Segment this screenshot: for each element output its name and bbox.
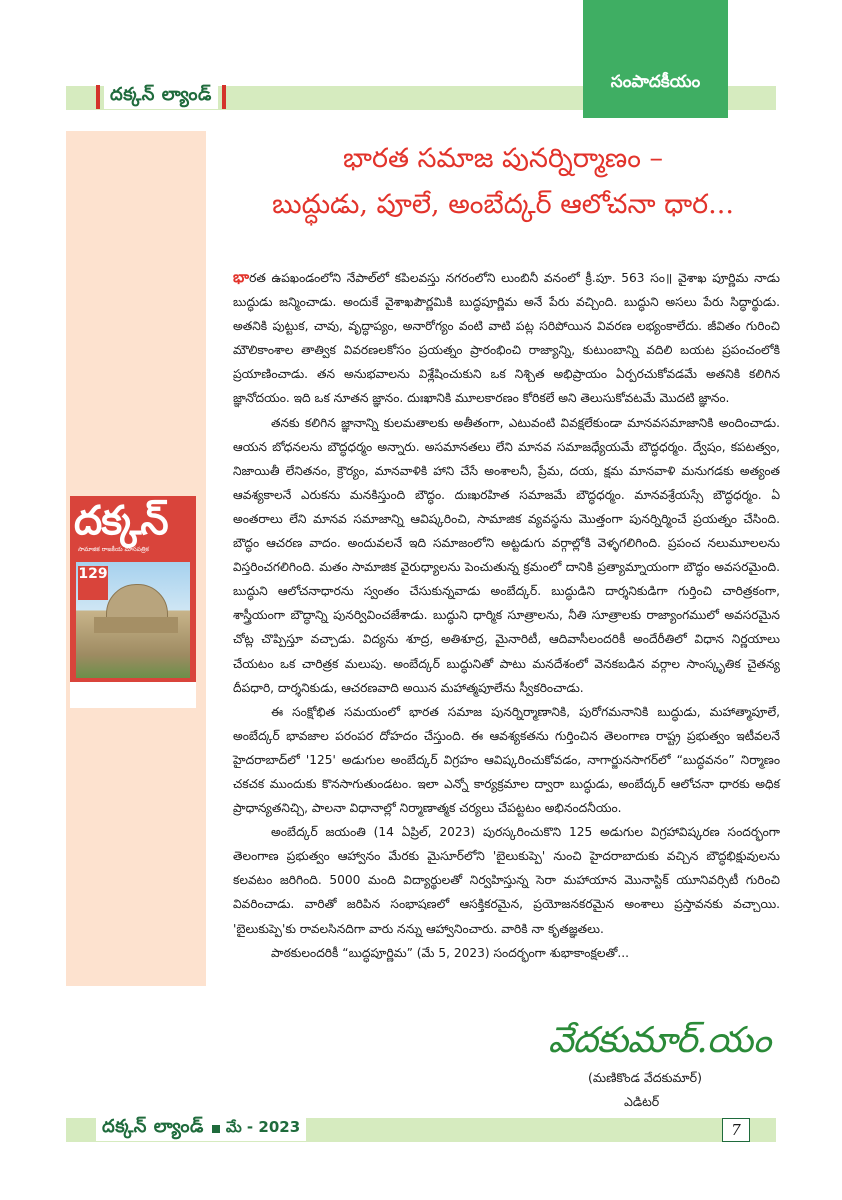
cover-badge-number: 129	[78, 566, 108, 582]
section-tab	[583, 0, 728, 118]
cover-badge	[78, 566, 108, 600]
brand-name: దక్కన్ ల్యాండ్	[104, 84, 218, 109]
paragraph: అంబేద్కర్ జయంతి (14 ఏప్రిల్, 2023) పురస్కరించుకొని 125 అడుగుల విగ్రహావిష్కరణ సందర్భంగా తెలంగాణ ప్రభుత్వం ఆహ్వానం మేరకు మైసూర్‌లోని 'బైలుకుప్పె' నుంచి హైదరాబాదుకు వచ్చిన బౌద్ధభిక్షువులను కలవటం జరిగింది. 5000 మంది విద్యార్థులతో నిర్వహిస్తున్న సెరా మహాయాన మొనాస్టిక్ యూనివర్సిటీ గురించి వివరించాడు. వారితో జరిపిన సంభాషణలో ఆసక్తికరమైన, ప్రయోజనకరమైన అంశాలు ప్రస్తావనకు వచ్చాయి. 'బైలుకుప్పె'కు రావలసినదిగా వారు నన్ను ఆహ్వానించారు. వారికి నా కృతజ్ఞతలు.	[233, 825, 780, 936]
section-label: సంపాదకీయం	[610, 72, 701, 92]
square-bullet-icon	[212, 1125, 220, 1133]
article-headline	[222, 136, 784, 228]
paragraph: పాఠకులందరికీ “బుద్ధపూర్ణిమ” (మే 5, 2023) సందర్భంగా శుభాకాంక్షలతో...	[271, 945, 629, 960]
issue-date: మే - 2023	[225, 1117, 301, 1136]
page-number: 7	[722, 1118, 750, 1142]
headline-line-2: బుద్ధుడు, పూలే, అంబేద్కర్ ఆలోచనా ధార...	[272, 189, 734, 220]
paragraph	[233, 265, 780, 411]
magazine-cover-image	[70, 496, 196, 708]
header-brand	[96, 84, 226, 109]
stupa-base	[94, 617, 178, 633]
dropcap: భా	[233, 268, 250, 286]
editor-name: (మణికొండ వేదకుమార్)	[588, 1070, 702, 1085]
footer-brand	[96, 1116, 306, 1141]
footer-brand-name: దక్కన్ ల్యాండ్	[100, 1116, 206, 1141]
editor-signature: వేదకుమార్.యం	[548, 1020, 771, 1061]
stupa-dome	[106, 584, 168, 620]
cover-subtitle: సామాజిక రాజకీయ మాసపత్రిక	[78, 546, 149, 553]
paragraph: తనకు కలిగిన జ్ఞానాన్ని కులమతాలకు అతీతంగా, ఎటువంటి వివక్షలేకుండా మానవసమాజానికి అందించాడు. ఆయన బోధనలను బౌద్ధధర్మం అన్నారు. అసమానతలు లేని మానవ సమాజధ్యేయమే బౌద్ధధర్మం. ద్వేషం, కపటత్వం, నిజాయితీ లేనితనం, క్రౌర్యం, మానవాళికి హాని చేసే అంశాలనీ, ప్రేమ, దయ, క్షమ మానవాళి మనుగడకు అత్యంత ఆవశ్యకాలనే ఎరుకను మనకిస్తుంది బౌద్ధం. దుఃఖరహిత సమాజమే బౌద్ధధర్మం. మానవశ్రేయస్సే బౌద్ధధర్మం. ఏ అంతరాలు లేని మానవ సమాజాన్ని ఆవిష్కరించి, సామాజిక వ్యవస్థను మొత్తంగా పునర్నిర్మించే ప్రయత్నం చేసింది. బౌద్ధం ఆచరణ వాదం. అందువలనే ఇది సమాజంలోని అట్టడుగు వర్గాల్లోకి వెళ్ళగలిగింది. ప్రపంచ నలుమూలలను విస్తరించగలిగింది. మతం సామాజిక వైరుధ్యాలను పెంచుతున్న క్రమంలో దానికి ప్రత్యామ్నాయంగా బౌద్ధం అవసరమైంది. బుద్ధుని ఆలోచనాధారను స్వంతం చేసుకున్నవాడు అంబేద్కర్. బుద్ధుడిని దార్శనికుడిగా గుర్తించి చారిత్రకంగా, శాస్త్రీయంగా బౌద్ధాన్ని పునర్వివించజేశాడు. బుద్ధుని ధార్మిక సూత్రాలను, నీతి సూత్రాలకు రాజ్యాంగములో అవసరమైన చోట్ల చొప్పిస్తూ వచ్చాడు. విద్యను శూద్ర, అతిశూద్ర, మైనారిటీ, ఆదివాసీలందరికీ అందేరీతిలో విధాన నిర్ణయాలు చేయటం ఒక చారిత్రక మలుపు. అంబేద్కర్ బుద్ధునితో పాటు మనదేశంలో వెనకబడిన వర్గాల సాంస్కృతిక చైతన్య దీపధారి, దార్శనికుడు, ఆచరణవాది అయిన మహాత్మపూలేను స్వీకరించాడు.	[233, 415, 780, 695]
editor-role: ఎడిటర్	[624, 1094, 660, 1109]
brand-bar-left	[96, 85, 100, 109]
cover-title: దక్కన్	[74, 498, 168, 544]
paragraph: ఈ సంక్షోభిత సమయంలో భారత సమాజ పునర్నిర్మాణానికి, పురోగమనానికి బుద్ధుడు, మహాత్మాపూలే, అంబేద్కర్ భావజాల పరంపర దోహదం చేస్తుంది. ఈ ఆవశ్యకతను గుర్తించిన తెలంగాణ రాష్ట్ర ప్రభుత్వం ఇటీవలనే హైదరాబాద్‌లో '125' అడుగుల అంబేద్కర్ విగ్రహం ఆవిష్కరించుకోవడం, నాగార్జునసాగర్‌లో “బుద్ధవనం” నిర్మాణం చకచక ముందుకు కొనసాగుతుండటం. ఇలా ఎన్నో కార్యక్రమాల ద్వారా బుద్ధుడు, అంబేద్కర్ ఆలోచనా ధారకు అధిక ప్రాధాన్యతనిచ్చి, పాలనా విధానాల్లో నిర్మాణాత్మక చర్యలు చేపట్టటం అభినందనీయం.	[233, 704, 780, 816]
article-body	[233, 265, 780, 965]
headline-line-1: భారత సమాజ పునర్నిర్మాణం –	[343, 143, 663, 174]
cover-bottom-strip	[70, 682, 196, 708]
brand-bar-right	[222, 85, 226, 109]
paragraph-text: రత ఉపఖండంలోని నేపాల్‌లో కపిలవస్తు నగరంలోని లుంబినీ వనంలో క్రీ.పూ. 563 సం॥ వైశాఖ పూర్ణిమ నాడు బుద్ధుడు జన్మించాడు. అందుకే వైశాఖపౌర్ణమికి బుద్ధపూర్ణిమ అనే పేరు వచ్చింది. బుద్ధుని అసలు పేరు సిద్ధార్థుడు. అతనికి పుట్టుక, చావు, వృద్ధాప్యం, అనారోగ్యం వంటి వాటి పట్ల సరిపోయిన వివరణ లభ్యంకాలేదు. జీవితం గురించి మౌలికాంశాల తాత్విక వివరణలకోసం ప్రయత్నం ప్రారంభించి రాజ్యాన్ని, కుటుంబాన్ని వదిలి బయట ప్రపంచంలోకి ప్రయాణించాడు. తన అనుభవాలను విశ్లేషించుకుని ఒక నిశ్చిత అభిప్రాయం ఏర్పరచుకోవడమే అతనికి కలిగిన జ్ఞానోదయం. ఇది ఒక నూతన జ్ఞానం. దుఃఖానికి మూలకారణం కోరికలే అని తెలుసుకోవటమే మొదటి జ్ఞానం.	[233, 271, 780, 406]
